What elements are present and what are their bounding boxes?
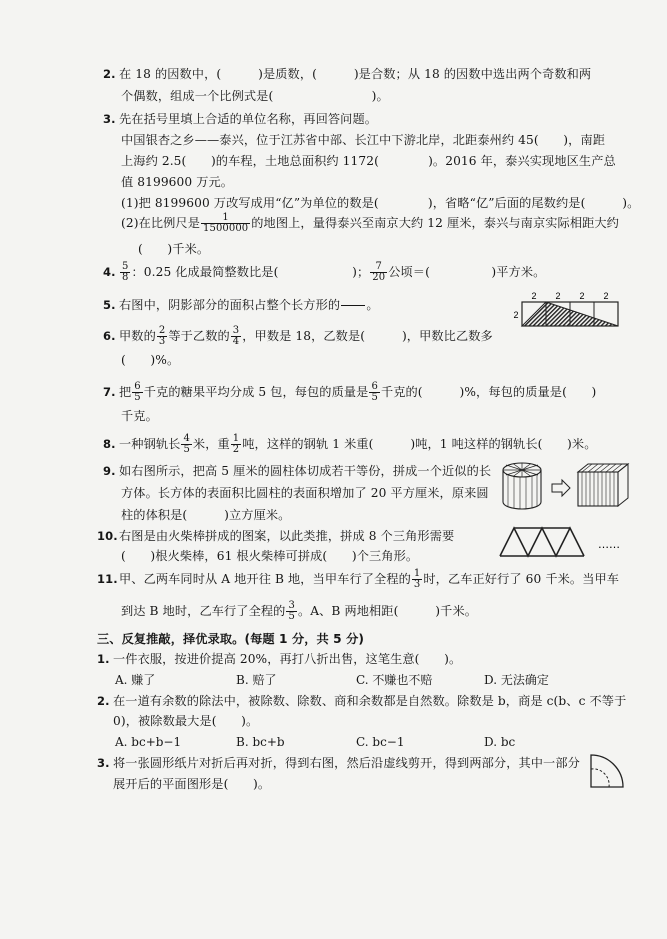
q5-dim-top-3: 2 (579, 291, 585, 301)
q8-text-3: 吨，这样的钢轨 1 米重( )吨，1 吨这样的钢轨长( )米。 (242, 437, 597, 451)
q7-line-1 (103, 382, 596, 403)
q11-number: 11. (97, 572, 118, 586)
q9-line-1 (103, 463, 491, 479)
q6-line-1 (103, 326, 493, 347)
q11-line-1 (97, 569, 619, 590)
q8-number: 8. (103, 437, 116, 451)
q2-line-2: 个偶数，组成一个比例式是( )。 (121, 89, 389, 103)
q10-line-1 (97, 528, 454, 544)
c2-text-1: 在一道有余数的除法中，被除数、除数、商和余数都是自然数。除数是 b，商是 c(b、c 不等于 (113, 694, 627, 708)
q4-text-1: ：0.25 化成最简整数比是( )； (131, 265, 370, 279)
q6-line-2: ( )%。 (121, 353, 180, 367)
q11-text-2a: 到达 B 地时，乙车行了全程的 (121, 604, 286, 618)
q6-number: 6. (103, 329, 116, 343)
q11-fraction-1: $\frac{1}{3}$ (413, 568, 421, 590)
q5-dim-top-1: 2 (531, 291, 537, 301)
q7-fraction-1: $\frac{6}{5}$ (134, 381, 141, 403)
matchstick-triangles-figure (498, 524, 628, 560)
q9-number: 9. (103, 464, 116, 478)
q5-dim-top-4: 2 (603, 291, 609, 301)
c3-number: 3. (97, 756, 110, 770)
section-3-title: 三、反复推敲，择优录取。(每题 1 分，共 5 分) (97, 632, 365, 646)
q7-text-2: 千克的糖果平均分成 5 包，每包的质量是 (143, 385, 369, 399)
q11-text-2b: 。A、B 两地相距( )千米。 (297, 604, 478, 618)
q3-line-5: (1)把 8199600 万改写成用“亿”为单位的数是( )，省略“亿”后面的尾数约是( )。 (121, 196, 640, 210)
q5-line: 5. 右图中，阴影部分的面积占整个长方形的 。 (103, 295, 379, 316)
c3-line-1 (97, 755, 580, 771)
cylinder-to-cuboid-figure (500, 460, 632, 512)
c1-line (97, 651, 461, 667)
q5-dim-left: 2 (513, 310, 519, 320)
q7-fraction-2: $\frac{6}{5}$ (371, 381, 378, 403)
c3-text-1: 将一张圆形纸片对折后再对折，得到右图，然后沿虚线剪开，得到两部分，其中一部分 (113, 756, 580, 770)
q4-text-2: 公顷＝( )平方米。 (388, 265, 546, 279)
q10-line-2: ( )根火柴棒，61 根火柴棒可拼成( )个三角形。 (121, 549, 419, 563)
q3-text-6b: 的地图上，量得泰兴至南京大约 12 厘米，泰兴与南京实际相距大约 (251, 216, 619, 230)
q8-line (103, 434, 597, 455)
folded-circle-sector-figure (588, 752, 628, 790)
q3-line-1 (103, 111, 377, 127)
q9-line-3: 柱的体积是( )立方厘米。 (121, 508, 291, 522)
q3-line-4: 值 8199600 万元。 (121, 175, 234, 189)
q5-text: 右图中，阴影部分的面积占整个长方形的 (119, 298, 341, 312)
c2-option-d[interactable]: D. bc (484, 735, 516, 749)
q10-number: 10. (97, 529, 118, 543)
q4-line (103, 262, 545, 283)
q9-line-2: 方体。长方体的表面积比圆柱的表面积增加了 20 平方厘米，原来圆 (121, 486, 489, 500)
q2-number: 2. (103, 67, 116, 81)
q8-text-1: 一种钢轨长 (119, 437, 181, 451)
q11-text-1: 甲、乙两车同时从 A 地开往 B 地，当甲车行了全程的 (119, 572, 411, 586)
q5-dim-top-2: 2 (555, 291, 561, 301)
q10-ellipsis: …… (598, 538, 620, 551)
q6-text-1: 甲数的 (119, 329, 156, 343)
q9-text-1: 如右图所示，把高 5 厘米的圆柱体切成若干等份，拼成一个近似的长 (119, 464, 492, 478)
q2-line-1 (103, 66, 591, 82)
q5-answer-fraction (341, 295, 365, 316)
q6-fraction-1: $\frac{2}{3}$ (158, 325, 166, 347)
q6-text-2: 等于乙数的 (168, 329, 230, 343)
c1-option-b[interactable]: B. 赔了 (236, 673, 277, 687)
q8-fraction-1: $\frac{4}{5}$ (183, 433, 190, 455)
q4-number: 4. (103, 265, 116, 279)
c2-option-a[interactable]: A. bc+b−1 (115, 735, 182, 749)
q3-text-6a: (2)在比例尺是 (121, 216, 201, 230)
q6-text-3: ，甲数是 18，乙数是( )，甲数比乙数多 (242, 329, 493, 343)
q11-fraction-2: $\frac{3}{5}$ (288, 600, 295, 622)
q4-fraction-2: $\frac{7}{20}$ (372, 261, 386, 283)
q3-text-1: 先在括号里填上合适的单位名称，再回答问题。 (119, 112, 378, 126)
q7-number: 7. (103, 385, 116, 399)
q11-line-2 (121, 601, 477, 622)
q3-number: 3. (103, 112, 116, 126)
q7-text-1: 把 (119, 385, 132, 399)
c3-line-2: 展开后的平面图形是( )。 (113, 777, 271, 791)
c1-option-a[interactable]: A. 赚了 (115, 673, 156, 687)
q3-line-6 (121, 213, 619, 234)
q2-text-1: 在 18 的因数中，( )是质数，( )是合数；从 18 的因数中选出两个奇数和两 (119, 67, 592, 81)
q8-text-2: 米，重 (192, 437, 230, 451)
scale-fraction: $\frac{1}{1500000}$ (203, 212, 249, 234)
c2-line-1 (97, 693, 626, 709)
c2-number: 2. (97, 694, 110, 708)
q8-fraction-2: $\frac{1}{2}$ (232, 433, 240, 455)
q3-line-7: ( )千米。 (138, 242, 210, 256)
q7-text-3: 千克的( )%，每包的质量是( ) (380, 385, 597, 399)
c1-text: 一件衣服，按进价提高 20%，再打八折出售，这笔生意( )。 (113, 652, 462, 666)
c1-option-d[interactable]: D. 无法确定 (484, 673, 549, 687)
c2-option-b[interactable]: B. bc+b (236, 735, 285, 749)
q4-fraction-1: $\frac{5}{8}$ (122, 261, 129, 283)
c1-number: 1. (97, 652, 110, 666)
c2-option-c[interactable]: C. bc−1 (356, 735, 405, 749)
q6-fraction-2: $\frac{3}{4}$ (232, 325, 240, 347)
q3-line-2: 中国银杏之乡——泰兴，位于江苏省中部、长江中下游北岸，北距泰州约 45( )，南距 (121, 133, 606, 147)
q5-number: 5. (103, 298, 116, 312)
shaded-rectangle-figure (513, 290, 631, 332)
q11-text-2: 时，乙车正好行了 60 千米。当甲车 (423, 572, 620, 586)
q10-text-1: 右图是由火柴棒拼成的图案，以此类推，拼成 8 个三角形需要 (119, 529, 455, 543)
q3-line-3: 上海约 2.5( )的车程，土地总面积约 1172( )。2016 年，泰兴实现地区生产总 (121, 154, 616, 168)
q7-line-2: 千克。 (121, 409, 158, 423)
c1-option-c[interactable]: C. 不赚也不赔 (356, 673, 433, 687)
c2-line-2: 0)，被除数最大是( )。 (113, 714, 259, 728)
